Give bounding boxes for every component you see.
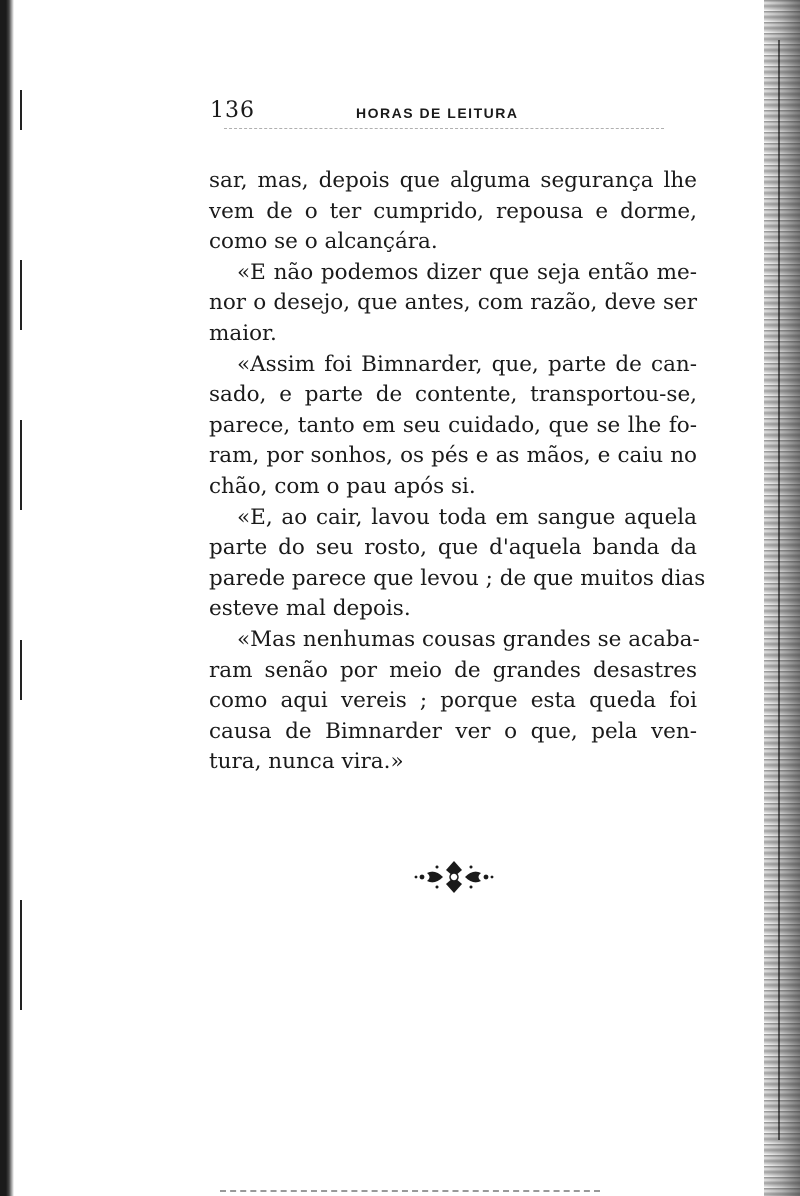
text-line: chão, com o pau após si. <box>209 473 476 499</box>
text-line: maior. <box>209 320 277 346</box>
text-line: ram senão por meio de grandes desastres <box>209 657 697 683</box>
text-line: «Mas nenhumas cousas grandes se acaba- <box>237 626 700 652</box>
scan-speck <box>20 90 22 130</box>
scan-bottom-edge <box>220 1190 600 1192</box>
text-line: parte do seu rosto, que d'aquela banda da <box>209 535 697 561</box>
scan-speck <box>20 260 22 330</box>
text-line: nor o desejo, que antes, com razão, deve ser <box>209 290 697 316</box>
scan-speck <box>20 900 22 1010</box>
text-line: «E não podemos dizer que seja então me- <box>237 259 697 285</box>
text-line: «E, ao cair, lavou toda em sangue aquela <box>237 504 697 530</box>
scan-speck <box>20 420 22 510</box>
scan-right-edge <box>764 0 800 1196</box>
text-line: como se o alcançára. <box>209 229 438 255</box>
text-line: parece, tanto em seu cuidado, que se lhe fo- <box>209 412 697 438</box>
text-line: parede parece que levou ; de que muitos dias <box>209 565 706 591</box>
text-line: tura, nunca vira.» <box>209 749 404 775</box>
text-line: causa de Bimnarder ver o que, pela ven- <box>209 718 697 744</box>
text-line: ram, por sonhos, os pés e as mãos, e caiu no <box>209 443 697 469</box>
text-line: vem de o ter cumprido, repousa e dorme, <box>209 198 697 224</box>
text-line: sar, mas, depois que alguma segurança lhe <box>209 168 697 193</box>
page-header <box>210 98 690 130</box>
header-rule <box>224 128 664 129</box>
scan-speck <box>20 640 22 700</box>
scan-right-line <box>778 40 780 1140</box>
text-line: esteve mal depois. <box>209 596 411 622</box>
body-text <box>209 166 706 778</box>
text-line: como aqui vereis ; porque esta queda foi <box>209 688 697 714</box>
running-head: HORAS DE LEITURA <box>356 105 519 121</box>
scan-left-edge <box>0 0 40 1196</box>
page-number: 136 <box>210 98 255 123</box>
text-line: «Assim foi Bimnarder, que, parte de can- <box>237 351 697 377</box>
ornament-fleuron-icon <box>413 858 495 896</box>
text-line: sado, e parte de contente, transportou-se, <box>209 382 697 408</box>
